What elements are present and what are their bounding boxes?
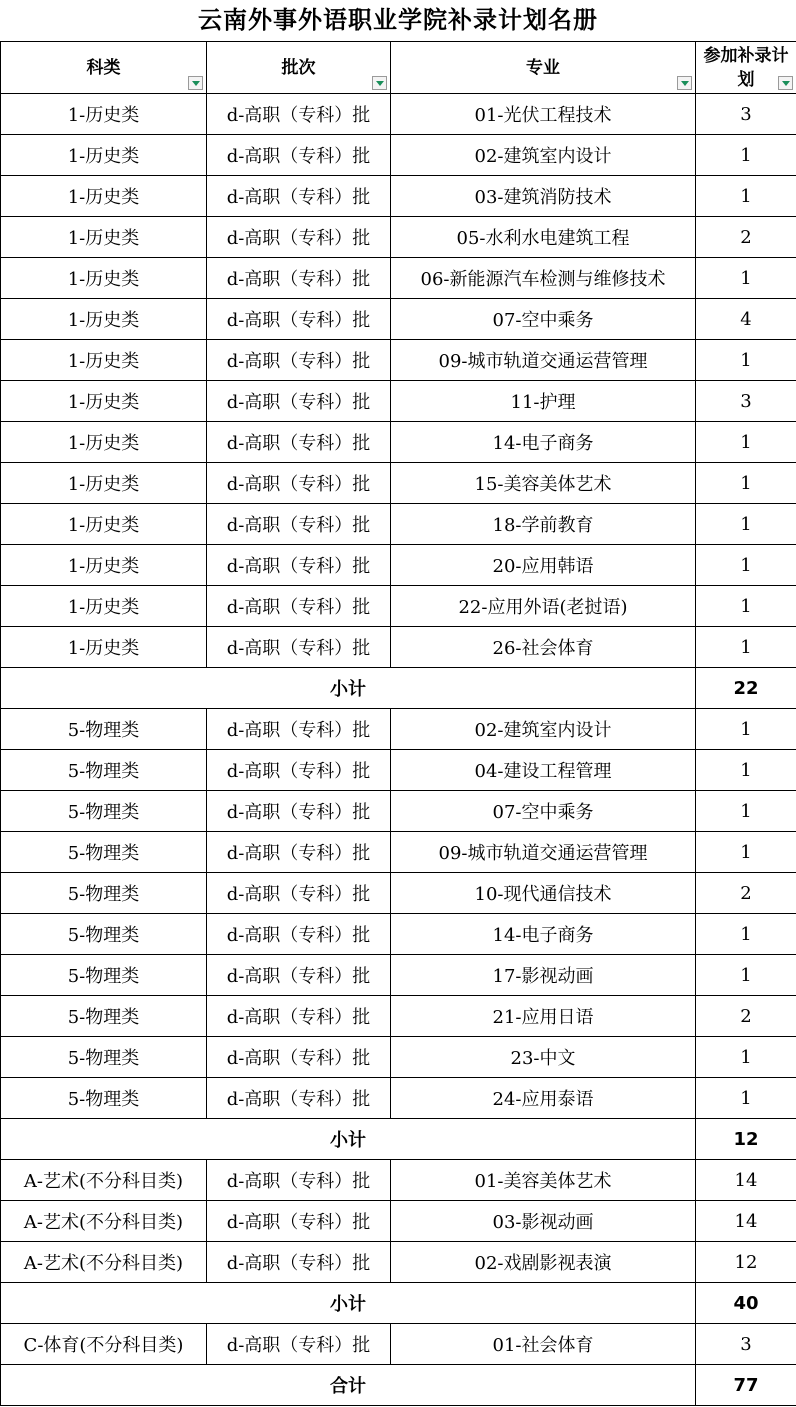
- plan-cell: 1: [696, 955, 796, 996]
- major-cell: 03-影视动画: [391, 1201, 696, 1242]
- major-cell: 14-电子商务: [391, 914, 696, 955]
- plan-cell: 2: [696, 217, 796, 258]
- batch-cell: d-高职（专科）批: [207, 1201, 391, 1242]
- plan-cell: 1: [696, 422, 796, 463]
- table-row: [1, 627, 796, 668]
- table-row: [1, 1037, 796, 1078]
- plan-cell: 1: [696, 545, 796, 586]
- batch-cell: d-高职（专科）批: [207, 217, 391, 258]
- batch-cell: d-高职（专科）批: [207, 791, 391, 832]
- category-cell: 5-物理类: [1, 832, 207, 873]
- table-row: [1, 914, 796, 955]
- category-cell: 5-物理类: [1, 709, 207, 750]
- plan-cell: 1: [696, 135, 796, 176]
- table-row: [1, 586, 796, 627]
- plan-cell: 1: [696, 504, 796, 545]
- major-cell: 02-建筑室内设计: [391, 135, 696, 176]
- plan-cell: 1: [696, 258, 796, 299]
- batch-cell: d-高职（专科）批: [207, 463, 391, 504]
- category-cell: 5-物理类: [1, 996, 207, 1037]
- table-row: [1, 545, 796, 586]
- subtotal-value: 77: [696, 1365, 796, 1406]
- subtotal-row: [1, 1365, 796, 1406]
- header-major: [391, 42, 696, 94]
- table-row: [1, 832, 796, 873]
- header-row: [1, 42, 796, 94]
- category-cell: 5-物理类: [1, 955, 207, 996]
- plan-cell: 14: [696, 1160, 796, 1201]
- subtotal-value: 12: [696, 1119, 796, 1160]
- major-cell: 22-应用外语(老挝语): [391, 586, 696, 627]
- table-row: [1, 873, 796, 914]
- batch-cell: d-高职（专科）批: [207, 1160, 391, 1201]
- subtotal-value: 40: [696, 1283, 796, 1324]
- plan-cell: 3: [696, 1324, 796, 1365]
- subtotal-label: 合计: [1, 1365, 696, 1406]
- category-cell: 1-历史类: [1, 135, 207, 176]
- major-cell: 06-新能源汽车检测与维修技术: [391, 258, 696, 299]
- header-batch-label: 批次: [281, 57, 316, 78]
- major-cell: 18-学前教育: [391, 504, 696, 545]
- major-cell: 02-建筑室内设计: [391, 709, 696, 750]
- category-cell: A-艺术(不分科目类): [1, 1160, 207, 1201]
- major-cell: 07-空中乘务: [391, 791, 696, 832]
- category-cell: 5-物理类: [1, 873, 207, 914]
- table-body: [1, 94, 796, 1406]
- category-cell: 1-历史类: [1, 176, 207, 217]
- batch-cell: d-高职（专科）批: [207, 94, 391, 135]
- batch-cell: d-高职（专科）批: [207, 381, 391, 422]
- category-cell: 5-物理类: [1, 750, 207, 791]
- category-cell: 1-历史类: [1, 299, 207, 340]
- category-cell: 1-历史类: [1, 258, 207, 299]
- major-cell: 17-影视动画: [391, 955, 696, 996]
- subtotal-value: 22: [696, 668, 796, 709]
- plan-cell: 1: [696, 340, 796, 381]
- table-row: [1, 750, 796, 791]
- major-cell: 01-社会体育: [391, 1324, 696, 1365]
- table-row: [1, 791, 796, 832]
- subtotal-row: [1, 1283, 796, 1324]
- category-cell: C-体育(不分科目类): [1, 1324, 207, 1365]
- plan-table: [0, 41, 796, 1406]
- plan-cell: 14: [696, 1201, 796, 1242]
- major-cell: 21-应用日语: [391, 996, 696, 1037]
- batch-cell: d-高职（专科）批: [207, 258, 391, 299]
- batch-cell: d-高职（专科）批: [207, 1324, 391, 1365]
- category-cell: 1-历史类: [1, 217, 207, 258]
- table-row: [1, 955, 796, 996]
- plan-cell: 1: [696, 627, 796, 668]
- plan-cell: 1: [696, 463, 796, 504]
- batch-cell: d-高职（专科）批: [207, 545, 391, 586]
- table-row: [1, 1201, 796, 1242]
- filter-dropdown-icon[interactable]: [778, 76, 793, 90]
- major-cell: 20-应用韩语: [391, 545, 696, 586]
- table-row: [1, 996, 796, 1037]
- major-cell: 05-水利水电建筑工程: [391, 217, 696, 258]
- batch-cell: d-高职（专科）批: [207, 873, 391, 914]
- batch-cell: d-高职（专科）批: [207, 627, 391, 668]
- batch-cell: d-高职（专科）批: [207, 1037, 391, 1078]
- category-cell: 1-历史类: [1, 463, 207, 504]
- table-row: [1, 1242, 796, 1283]
- plan-cell: 2: [696, 873, 796, 914]
- category-cell: 5-物理类: [1, 791, 207, 832]
- major-cell: 03-建筑消防技术: [391, 176, 696, 217]
- category-cell: 1-历史类: [1, 627, 207, 668]
- header-category: [1, 42, 207, 94]
- major-cell: 24-应用泰语: [391, 1078, 696, 1119]
- filter-dropdown-icon[interactable]: [188, 76, 203, 90]
- batch-cell: d-高职（专科）批: [207, 135, 391, 176]
- subtotal-row: [1, 668, 796, 709]
- header-major-label: 专业: [526, 57, 560, 78]
- table-row: [1, 463, 796, 504]
- table-row: [1, 258, 796, 299]
- table-row: [1, 504, 796, 545]
- batch-cell: d-高职（专科）批: [207, 299, 391, 340]
- batch-cell: d-高职（专科）批: [207, 709, 391, 750]
- category-cell: A-艺术(不分科目类): [1, 1242, 207, 1283]
- batch-cell: d-高职（专科）批: [207, 1078, 391, 1119]
- subtotal-label: 小计: [1, 668, 696, 709]
- category-cell: 1-历史类: [1, 504, 207, 545]
- plan-cell: 12: [696, 1242, 796, 1283]
- major-cell: 09-城市轨道交通运营管理: [391, 340, 696, 381]
- batch-cell: d-高职（专科）批: [207, 914, 391, 955]
- table-row: [1, 1160, 796, 1201]
- category-cell: 5-物理类: [1, 1078, 207, 1119]
- major-cell: 07-空中乘务: [391, 299, 696, 340]
- header-category-label: 科类: [86, 57, 121, 78]
- major-cell: 01-光伏工程技术: [391, 94, 696, 135]
- batch-cell: d-高职（专科）批: [207, 750, 391, 791]
- batch-cell: d-高职（专科）批: [207, 504, 391, 545]
- table-row: [1, 135, 796, 176]
- table-row: [1, 299, 796, 340]
- table-row: [1, 381, 796, 422]
- plan-cell: 1: [696, 914, 796, 955]
- major-cell: 14-电子商务: [391, 422, 696, 463]
- plan-cell: 1: [696, 791, 796, 832]
- plan-cell: 3: [696, 94, 796, 135]
- table-row: [1, 217, 796, 258]
- batch-cell: d-高职（专科）批: [207, 340, 391, 381]
- batch-cell: d-高职（专科）批: [207, 996, 391, 1037]
- table-row: [1, 94, 796, 135]
- plan-cell: 1: [696, 176, 796, 217]
- category-cell: 5-物理类: [1, 1037, 207, 1078]
- table-row: [1, 422, 796, 463]
- table-row: [1, 709, 796, 750]
- header-plan-label: 参加补录计划: [703, 45, 789, 90]
- major-cell: 02-戏剧影视表演: [391, 1242, 696, 1283]
- category-cell: 5-物理类: [1, 914, 207, 955]
- filter-dropdown-icon[interactable]: [677, 76, 692, 90]
- filter-dropdown-icon[interactable]: [372, 76, 387, 90]
- subtotal-label: 小计: [1, 1283, 696, 1324]
- category-cell: 1-历史类: [1, 422, 207, 463]
- plan-cell: 4: [696, 299, 796, 340]
- subtotal-row: [1, 1119, 796, 1160]
- plan-cell: 1: [696, 832, 796, 873]
- major-cell: 09-城市轨道交通运营管理: [391, 832, 696, 873]
- table-row: [1, 1324, 796, 1365]
- subtotal-label: 小计: [1, 1119, 696, 1160]
- batch-cell: d-高职（专科）批: [207, 1242, 391, 1283]
- major-cell: 10-现代通信技术: [391, 873, 696, 914]
- plan-cell: 1: [696, 709, 796, 750]
- major-cell: 15-美容美体艺术: [391, 463, 696, 504]
- plan-cell: 1: [696, 586, 796, 627]
- category-cell: A-艺术(不分科目类): [1, 1201, 207, 1242]
- category-cell: 1-历史类: [1, 381, 207, 422]
- major-cell: 23-中文: [391, 1037, 696, 1078]
- batch-cell: d-高职（专科）批: [207, 832, 391, 873]
- header-batch: [207, 42, 391, 94]
- category-cell: 1-历史类: [1, 340, 207, 381]
- plan-cell: 3: [696, 381, 796, 422]
- batch-cell: d-高职（专科）批: [207, 586, 391, 627]
- plan-cell: 1: [696, 750, 796, 791]
- page-title: 云南外事外语职业学院补录计划名册: [198, 6, 598, 34]
- plan-cell: 2: [696, 996, 796, 1037]
- header-plan: [696, 42, 796, 94]
- major-cell: 26-社会体育: [391, 627, 696, 668]
- major-cell: 11-护理: [391, 381, 696, 422]
- batch-cell: d-高职（专科）批: [207, 955, 391, 996]
- major-cell: 01-美容美体艺术: [391, 1160, 696, 1201]
- table-row: [1, 1078, 796, 1119]
- plan-cell: 1: [696, 1037, 796, 1078]
- table-row: [1, 176, 796, 217]
- category-cell: 1-历史类: [1, 94, 207, 135]
- major-cell: 04-建设工程管理: [391, 750, 696, 791]
- category-cell: 1-历史类: [1, 586, 207, 627]
- table-row: [1, 340, 796, 381]
- batch-cell: d-高职（专科）批: [207, 422, 391, 463]
- plan-cell: 1: [696, 1078, 796, 1119]
- batch-cell: d-高职（专科）批: [207, 176, 391, 217]
- category-cell: 1-历史类: [1, 545, 207, 586]
